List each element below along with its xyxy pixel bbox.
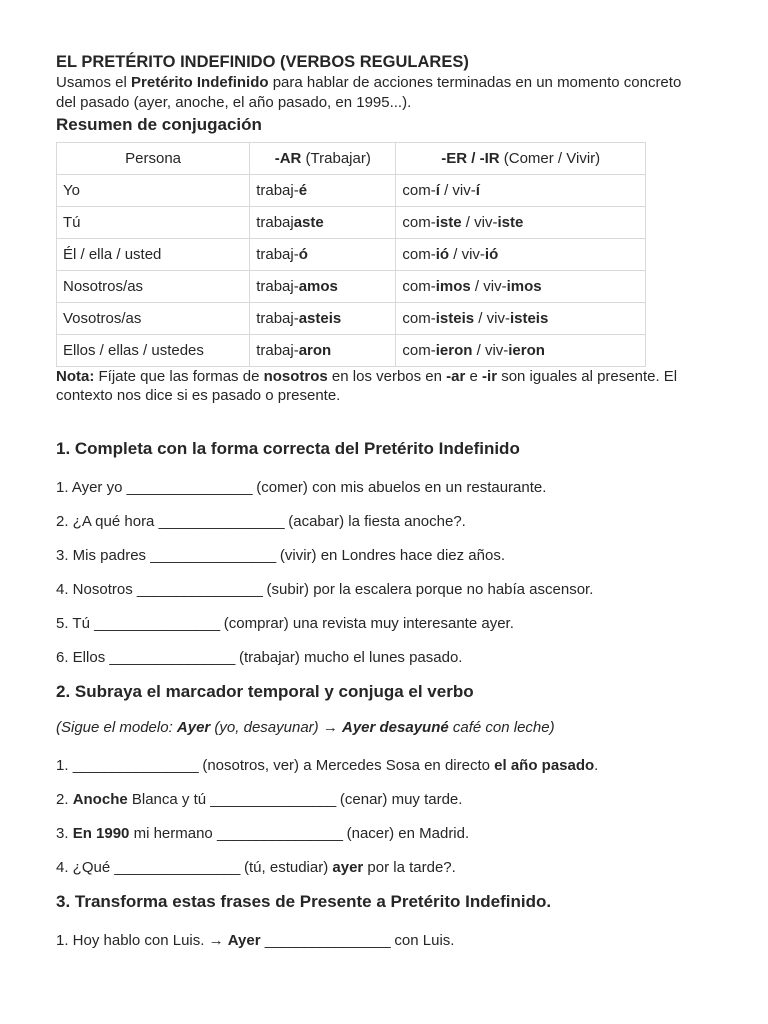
exercise-item xyxy=(56,756,716,776)
exercise-text: (comer) con mis abuelos en un restaurante. xyxy=(252,479,547,496)
exercise-text: 1. Ayer yo xyxy=(56,479,127,496)
cell-persona: Yo xyxy=(57,175,250,207)
er-ending: í xyxy=(435,182,440,199)
worksheet xyxy=(56,52,716,951)
exercise-text: (comprar) una revista muy interesante ayer. xyxy=(219,615,514,632)
model-text: (Sigue el modelo: xyxy=(56,719,177,736)
er-ending: iste xyxy=(435,214,462,231)
exercise-text: (vivir) en Londres hace diez años. xyxy=(275,547,505,564)
summary-title: Resumen de conjugación xyxy=(56,115,262,134)
header-ar xyxy=(250,143,396,175)
exercise-text: 4. Nosotros xyxy=(56,581,137,598)
cell-persona: Él / ella / usted xyxy=(57,239,250,271)
intro-text: para hablar de acciones terminadas en un momento concreto xyxy=(268,74,682,91)
cell-ar xyxy=(250,271,396,303)
answer-blank: ________________ xyxy=(210,791,336,808)
exercise-item xyxy=(56,858,716,878)
header-ar-bold: -AR xyxy=(274,150,302,167)
exercise-text: . xyxy=(594,757,599,774)
section1-exercises xyxy=(56,478,716,668)
exercise-item xyxy=(56,580,716,600)
exercise-text: (acabar) la fiesta anoche?. xyxy=(284,513,466,530)
ar-stem: trabaj- xyxy=(256,342,299,359)
table-row xyxy=(57,303,646,335)
er-stem: com- xyxy=(402,182,436,199)
er-ending: ió xyxy=(435,246,450,263)
table-row xyxy=(57,271,646,303)
answer-blank: ________________ xyxy=(94,615,220,632)
time-marker: Ayer xyxy=(227,932,261,949)
ar-ending: ó xyxy=(298,246,308,263)
table-row xyxy=(57,239,646,271)
er-stem: com- xyxy=(402,214,436,231)
intro-text: Usamos el xyxy=(56,74,132,91)
cell-ar xyxy=(250,175,396,207)
ir-stem: viv- xyxy=(486,310,510,327)
exercise-item xyxy=(56,648,716,668)
ir-ending: ió xyxy=(484,246,499,263)
note-text: contexto nos dice si es pasado o presente. xyxy=(56,387,341,404)
ir-stem: viv- xyxy=(483,278,507,295)
separator: / xyxy=(470,278,484,295)
ir-ending: iste xyxy=(497,214,524,231)
cell-persona: Vosotros/as xyxy=(57,303,250,335)
exercise-text: por la tarde?. xyxy=(363,859,456,876)
note-text: en los verbos en xyxy=(327,368,447,385)
exercise-item xyxy=(56,931,716,951)
cell-er-ir xyxy=(396,303,646,335)
ir-stem: viv- xyxy=(452,182,476,199)
section3-exercises xyxy=(56,931,716,951)
ir-stem: viv- xyxy=(484,342,509,359)
cell-er-ir xyxy=(396,271,646,303)
ar-stem: trabaj- xyxy=(256,278,299,295)
answer-blank: ________________ xyxy=(158,513,285,530)
ar-stem: trabaj xyxy=(256,214,294,231)
cell-ar xyxy=(250,239,396,271)
model-bold: Ayer xyxy=(176,719,211,736)
model-text: (yo, desayunar) → xyxy=(210,719,342,736)
section2-model xyxy=(56,718,716,738)
page-title: EL PRETÉRITO INDEFINIDO (VERBOS REGULARES) xyxy=(56,53,469,71)
ir-ending: isteis xyxy=(509,310,549,327)
answer-blank: ________________ xyxy=(114,859,240,876)
answer-blank: ________________ xyxy=(109,649,235,666)
exercise-text: Blanca y tú xyxy=(127,791,211,808)
er-ending: imos xyxy=(435,278,471,295)
ar-ending: aron xyxy=(298,342,332,359)
exercise-item xyxy=(56,512,716,532)
answer-blank: ________________ xyxy=(72,757,199,774)
section2-exercises xyxy=(56,756,716,878)
ir-ending: í xyxy=(475,182,480,199)
cell-persona: Nosotros/as xyxy=(57,271,250,303)
answer-blank: ________________ xyxy=(126,479,253,496)
header-ar-rest: (Trabajar) xyxy=(301,150,371,167)
exercise-item xyxy=(56,546,716,566)
time-marker: Anoche xyxy=(72,791,128,808)
exercise-text: (nosotros, ver) a Mercedes Sosa en directo xyxy=(198,757,495,774)
note-text: son iguales al presente. El xyxy=(497,368,678,385)
header-er-rest: (Comer / Vivir) xyxy=(499,150,601,167)
note-bold: -ar xyxy=(446,368,466,385)
section2-title: 2. Subraya el marcador temporal y conjuga el verbo xyxy=(56,682,474,701)
exercise-text: 1. xyxy=(56,757,73,774)
cell-ar xyxy=(250,335,396,367)
cell-ar xyxy=(250,303,396,335)
section1-title: 1. Completa con la forma correcta del Pretérito Indefinido xyxy=(56,439,520,458)
separator: / xyxy=(474,310,487,327)
header-er-ir xyxy=(396,143,646,175)
exercise-text: mi hermano xyxy=(129,825,217,842)
table-header-row xyxy=(57,143,646,175)
ir-ending: imos xyxy=(506,278,542,295)
er-stem: com- xyxy=(402,278,436,295)
ar-ending: amos xyxy=(298,278,338,295)
header-persona: Persona xyxy=(57,143,250,175)
note-bold: -ir xyxy=(482,368,498,385)
ar-ending: asteis xyxy=(298,310,342,327)
cell-er-ir xyxy=(396,239,646,271)
intro-bold-term: Pretérito Indefinido xyxy=(131,74,269,91)
exercise-item xyxy=(56,478,716,498)
er-ending: ieron xyxy=(435,342,473,359)
table-row xyxy=(57,175,646,207)
cell-er-ir xyxy=(396,335,646,367)
separator: / xyxy=(439,182,453,199)
exercise-text: 1. Hoy hablo con Luis. → xyxy=(56,932,228,949)
ir-stem: viv- xyxy=(474,214,498,231)
exercise-text: 3. xyxy=(56,825,73,842)
exercise-text: 6. Ellos xyxy=(56,649,110,666)
separator: / xyxy=(461,214,475,231)
note xyxy=(56,367,716,405)
exercise-text: 2. xyxy=(56,791,73,808)
header-er-bold: -ER / -IR xyxy=(441,150,500,167)
conjugation-table xyxy=(56,142,646,367)
table-row xyxy=(57,207,646,239)
exercise-item xyxy=(56,790,716,810)
exercise-text: 2. ¿A qué hora xyxy=(56,513,159,530)
ar-stem: trabaj- xyxy=(256,182,299,199)
answer-blank: ________________ xyxy=(264,932,391,949)
exercise-text: 5. Tú xyxy=(56,615,95,632)
er-stem: com- xyxy=(402,342,436,359)
ir-ending: ieron xyxy=(508,342,545,359)
separator: / xyxy=(449,246,462,263)
exercise-item xyxy=(56,614,716,634)
exercise-text: 3. Mis padres xyxy=(56,547,151,564)
answer-blank: ________________ xyxy=(150,547,276,564)
cell-er-ir xyxy=(396,175,646,207)
cell-ar xyxy=(250,207,396,239)
exercise-text: (trabajar) mucho el lunes pasado. xyxy=(234,649,463,666)
exercise-text: con Luis. xyxy=(390,932,455,949)
exercise-text: 4. ¿Qué xyxy=(56,859,115,876)
separator: / xyxy=(472,342,485,359)
time-marker: el año pasado xyxy=(494,757,595,774)
model-text: café con leche) xyxy=(448,719,555,736)
table-row xyxy=(57,335,646,367)
note-text: e xyxy=(465,368,483,385)
section3-title: 3. Transforma estas frases de Presente a Pretérito Indefinido. xyxy=(56,892,552,911)
note-label: Nota: xyxy=(56,368,95,385)
exercise-item xyxy=(56,824,716,844)
ir-stem: viv- xyxy=(461,246,485,263)
answer-blank: ________________ xyxy=(136,581,263,598)
ar-ending: é xyxy=(298,182,308,199)
er-stem: com- xyxy=(402,310,436,327)
time-marker: En 1990 xyxy=(72,825,130,842)
note-bold: nosotros xyxy=(263,368,328,385)
ar-stem: trabaj- xyxy=(256,246,299,263)
cell-persona: Ellos / ellas / ustedes xyxy=(57,335,250,367)
exercise-text: (tú, estudiar) xyxy=(239,859,333,876)
exercise-text: (nacer) en Madrid. xyxy=(342,825,470,842)
exercise-text: (cenar) muy tarde. xyxy=(335,791,463,808)
cell-er-ir xyxy=(396,207,646,239)
ar-ending: aste xyxy=(293,214,324,231)
time-marker: ayer xyxy=(332,859,364,876)
intro-text: del pasado (ayer, anoche, el año pasado, en 1995...). xyxy=(56,94,412,111)
answer-blank: ________________ xyxy=(216,825,343,842)
note-text: Fíjate que las formas de xyxy=(94,368,264,385)
er-ending: isteis xyxy=(435,310,475,327)
er-stem: com- xyxy=(402,246,436,263)
cell-persona: Tú xyxy=(57,207,250,239)
ar-stem: trabaj- xyxy=(256,310,299,327)
intro-paragraph xyxy=(56,73,716,113)
model-bold: Ayer desayuné xyxy=(341,719,449,736)
exercise-text: (subir) por la escalera porque no había ascensor. xyxy=(262,581,594,598)
